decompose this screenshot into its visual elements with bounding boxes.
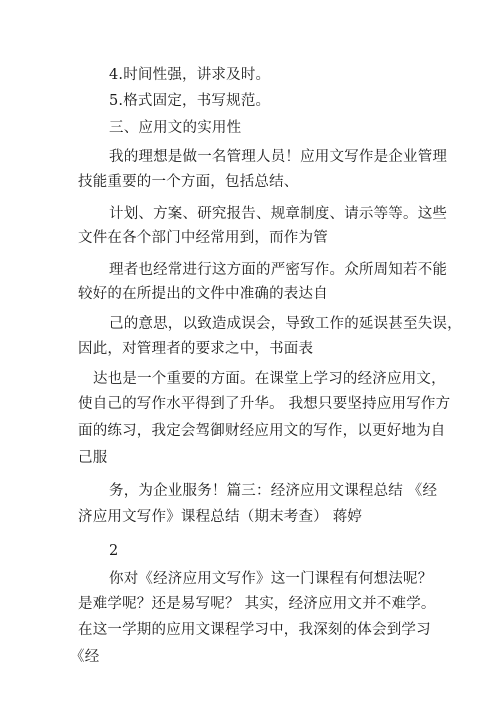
text-line-9: 较好的在所提出的文件中准确的表达自	[78, 286, 328, 302]
text-line-14: 面的练习，我定会驾御财经应用文的写作，以更好地为自	[78, 423, 446, 439]
text-line-15: 己服	[78, 450, 108, 466]
text-line-6: 计划、方案、研究报告、规章制度、请示等等。这些	[109, 206, 448, 222]
text-line-20: 是难学呢？还是易写呢？ 其实，经济应用文并不难学。	[78, 596, 436, 612]
text-line-13: 使自己的写作水平得到了升华。 我想只要坚持应用写作方	[78, 396, 451, 412]
text-line-7: 文件在各个部门中经常用到，而作为管	[78, 230, 328, 246]
text-line-8: 理者也经常进行这方面的严密写作。众所周知若不能	[109, 262, 448, 278]
text-line-21: 在这一学期的应用文课程学习中，我深刻的体会到学习	[78, 622, 431, 638]
text-line-22: 《经	[70, 649, 100, 665]
text-line-2: 5.格式固定，书写规范。	[109, 93, 271, 109]
text-line-5: 技能重要的一个方面，包括总结、	[78, 174, 299, 190]
text-line-17: 济应用文写作》课程总结（期末考查） 蒋婷	[78, 509, 363, 525]
section-heading: 三、应用文的实用性	[109, 120, 242, 136]
text-line-16: 务，为企业服务！篇三：经济应用文课程总结 《经	[109, 483, 438, 499]
text-line-11: 因此，对管理者的要求之中，书面表	[78, 341, 314, 357]
text-line-12: 达也是一个重要的方面。在课堂上学习的经济应用文，	[93, 371, 446, 387]
text-line-19: 你对《经济应用文写作》这一门课程有何想法呢？	[109, 571, 433, 587]
page-number: 2	[109, 543, 119, 559]
text-line-4: 我的理想是做一名管理人员！应用文写作是企业管理	[109, 149, 448, 165]
text-line-10: 己的意思，以致造成误会，导致工作的延误甚至失误，	[109, 316, 462, 332]
text-line-1: 4.时间性强，讲求及时。	[109, 67, 271, 83]
